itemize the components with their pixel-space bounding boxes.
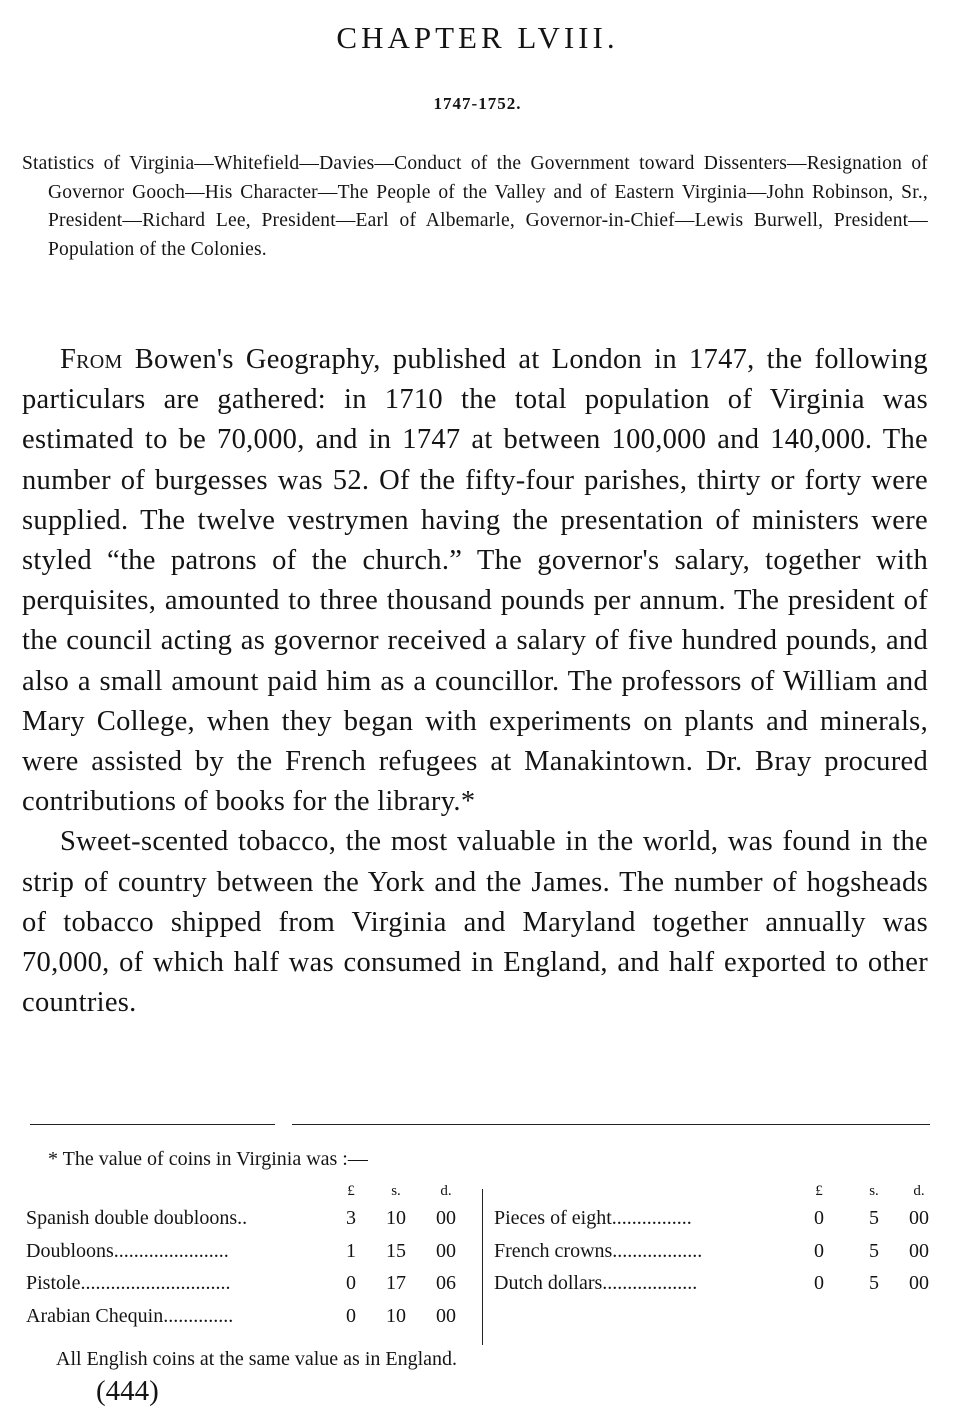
coin-pence: 00 xyxy=(909,1272,929,1294)
coin-pounds: 1 xyxy=(346,1239,356,1262)
coin-row xyxy=(26,1207,464,1240)
coin-pounds: 0 xyxy=(814,1239,824,1262)
chapter-years: 1747-1752. xyxy=(433,94,522,113)
coin-column-left xyxy=(26,1183,464,1337)
coin-shillings: 15 xyxy=(386,1239,406,1262)
drop-lead-word: From xyxy=(60,344,123,375)
coin-column-right xyxy=(494,1183,932,1305)
chapter-title: CHAPTER LVIII. xyxy=(336,20,619,55)
coin-name: Spanish double doubloons.. xyxy=(26,1207,248,1229)
coin-pounds: 0 xyxy=(814,1207,824,1229)
coin-pence: 00 xyxy=(909,1207,929,1229)
coin-shillings: 10 xyxy=(386,1207,406,1229)
footnote-closing: All English coins at the same value as in England. xyxy=(56,1348,458,1370)
coin-column-divider xyxy=(482,1189,483,1345)
coin-table xyxy=(26,1183,932,1343)
page-number: (444) xyxy=(96,1375,159,1407)
shillings-header: s. xyxy=(869,1183,879,1199)
coin-shillings: 5 xyxy=(869,1207,879,1229)
coin-pence: 00 xyxy=(436,1239,456,1262)
coin-shillings: 10 xyxy=(386,1304,406,1327)
paragraph-1 xyxy=(22,340,928,822)
coin-name: Pistole.............................. xyxy=(26,1272,231,1294)
coin-pence: 06 xyxy=(436,1272,456,1294)
coin-pounds: 0 xyxy=(346,1272,356,1294)
pounds-header: £ xyxy=(815,1183,823,1199)
coin-name: Dutch dollars................... xyxy=(494,1272,698,1294)
paragraph-2: Sweet-scented tobacco, the most valuable in the world, was found in the strip of country between the York and the James. The number of hogsheads of tobacco shipped from Virginia and Maryland together annually was 70,000, of which half was consumed in England, and half exported to other countries. xyxy=(22,826,928,1019)
coin-row xyxy=(494,1240,932,1273)
footnote-rule-right xyxy=(292,1124,930,1125)
coin-pounds: 0 xyxy=(814,1272,824,1294)
pounds-header: £ xyxy=(347,1183,355,1199)
body-text xyxy=(22,340,928,1023)
footnote-intro: * The value of coins in Virginia was :— xyxy=(48,1148,368,1170)
pence-header: d. xyxy=(440,1183,452,1199)
coin-name: Arabian Chequin.............. xyxy=(26,1304,234,1327)
coin-name: Pieces of eight................ xyxy=(494,1207,692,1229)
coin-name: Doubloons....................... xyxy=(26,1239,229,1262)
shillings-header: s. xyxy=(391,1183,401,1199)
coin-row xyxy=(494,1272,932,1305)
footnote-rule-left xyxy=(30,1124,275,1125)
coin-row xyxy=(494,1207,932,1240)
coin-pence: 00 xyxy=(436,1207,456,1229)
coin-row xyxy=(26,1305,464,1338)
paragraph-1-text: Bowen's Geography, published at London in 1747, the following particulars are gathered: in 1710 the total population of Virginia was estimated to be 70,000, and in 1747 at between 100,000 and 140,000. The number of burgesses was 52. Of the fifty-four parishes, thirty or forty were supplied. The twelve vestrymen having the presentation of ministers were styled “the patrons of the church.” The governor's salary, together with perquisites, amounted to three thousand pounds per annum. The president of the council acting as governor received a salary of five hundred pounds, and also a small amount paid him as a councillor. The professors of William and Mary College, when they began with experiments on plants and minerals, were assisted by the French refugees at Manakintown. Dr. Bray procured contributions of books for the library.* xyxy=(22,344,928,818)
coin-pounds: 3 xyxy=(346,1207,356,1229)
coin-shillings: 5 xyxy=(869,1272,879,1294)
coin-pence: 00 xyxy=(909,1239,929,1262)
coin-shillings: 5 xyxy=(869,1239,879,1262)
pence-header: d. xyxy=(913,1183,925,1199)
coin-pence: 00 xyxy=(436,1304,456,1327)
coin-row xyxy=(26,1240,464,1273)
coin-shillings: 17 xyxy=(386,1272,406,1294)
coin-pounds: 0 xyxy=(346,1304,356,1327)
chapter-synopsis: Statistics of Virginia—Whitefield—Davies—Conduct of the Government toward Dissenters—Resignation of Governor Gooch—His Character—The People of the Valley and of Eastern Virginia—John Robinson, Sr., President—Richard Lee, President—Earl of Albemarle, Governor-in-Chief—Lewis Burwell, President—Population of the Colonies. xyxy=(22,153,928,260)
coin-header-row xyxy=(26,1183,464,1207)
coin-header-row xyxy=(494,1183,932,1207)
coin-row xyxy=(26,1272,464,1305)
coin-name: French crowns.................. xyxy=(494,1239,703,1262)
